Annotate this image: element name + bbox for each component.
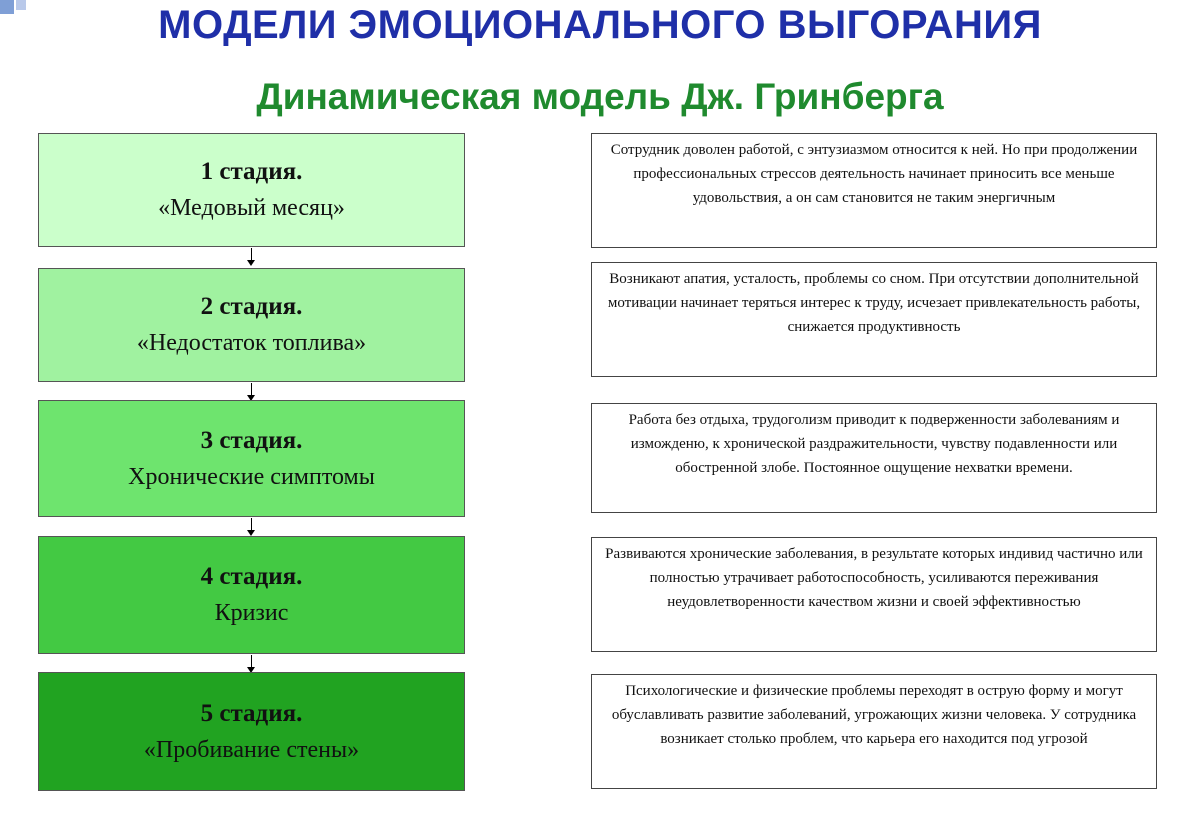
stage-description-5: Психологические и физические проблемы переходят в острую форму и могут обуславливать развитие заболеваний, угрожающих жизни человека. У сотрудника возникает столько проблем, что карьера его находится под угрозой [591, 674, 1157, 789]
stage-description-2: Возникают апатия, усталость, проблемы со сном. При отсутствии дополнительной мотивации начинает теряться интерес к труду, исчезает привлекательность работы, снижается продуктивность [591, 262, 1157, 377]
flow-arrow [251, 655, 252, 671]
stage-box-3 [38, 400, 465, 517]
stage-number: 1 стадия. [200, 158, 303, 185]
flow-arrow [251, 248, 252, 264]
stage-box-1 [38, 133, 465, 247]
stage-name: «Пробивание стены» [143, 736, 360, 763]
flow-arrow [251, 518, 252, 534]
stage-number: 5 стадия. [200, 699, 303, 727]
stage-name: «Медовый месяц» [158, 195, 345, 221]
stage-name: Хронические симптомы [128, 463, 375, 490]
stage-number: 2 стадия. [200, 293, 303, 320]
stage-description-4: Развиваются хронические заболевания, в результате которых индивид частично или полностью утрачивает работоспособность, усиливаются переживания неудовлетворенности качеством жизни и своей эффективностью [591, 537, 1157, 652]
flow-arrow [251, 383, 252, 399]
stage-name: Кризис [214, 600, 289, 626]
stage-box-2 [38, 268, 465, 382]
stage-number: 3 стадия. [200, 426, 303, 454]
stage-description-1: Сотрудник доволен работой, с энтузиазмом относится к ней. Но при продолжении профессиональных стрессов деятельность начинает приносить все меньше удовольствия, а он сам становится не таким энергичным [591, 133, 1157, 248]
slide-title: МОДЕЛИ ЭМОЦИОНАЛЬНОГО ВЫГОРАНИЯ [158, 3, 1042, 47]
slide-subtitle: Динамическая модель Дж. Гринберга [256, 76, 944, 117]
stage-box-4 [38, 536, 465, 654]
stage-box-5 [38, 672, 465, 791]
stage-description-3: Работа без отдыха, трудоголизм приводит к подверженности заболеваниям и изможденю, к хронической раздражительности, чувству подавленности или обостренной злобе. Постоянное ощущение нехватки времени. [591, 403, 1157, 513]
stage-name: «Недостаток топлива» [136, 330, 367, 356]
stage-number: 4 стадия. [200, 563, 303, 590]
